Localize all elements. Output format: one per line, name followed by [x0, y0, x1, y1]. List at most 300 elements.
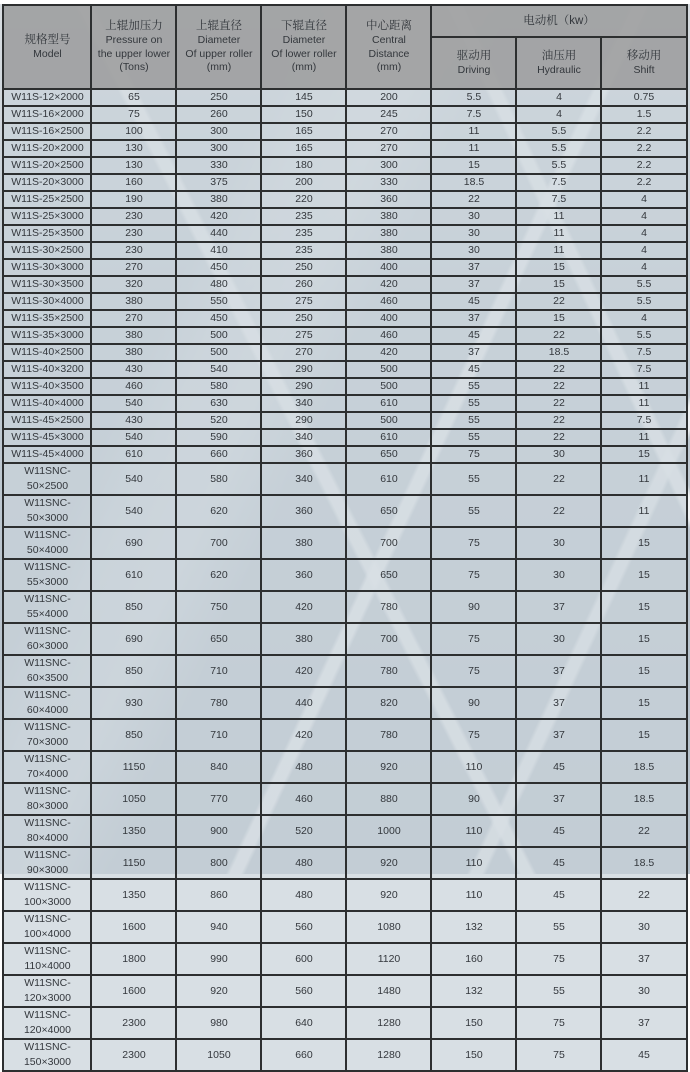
cell-lower-roller-mm: 290 [261, 412, 346, 429]
cell-upper-roller-mm: 480 [176, 276, 261, 293]
header-hydraulic-en: Hydraulic [537, 63, 581, 76]
header-pressure [91, 5, 176, 89]
cell-lower-roller-mm: 150 [261, 106, 346, 123]
cell-driving-kw: 37 [431, 259, 516, 276]
cell-model: W11S-30×4000 [3, 293, 91, 310]
cell-shift-kw: 0.75 [601, 89, 686, 106]
cell-model: W11S-35×2500 [3, 310, 91, 327]
cell-central-distance-mm: 245 [346, 106, 431, 123]
cell-shift-kw: 4 [601, 259, 686, 276]
cell-pressure-tons: 2300 [91, 1039, 176, 1071]
cell-driving-kw: 90 [431, 783, 516, 815]
cell-hydraulic-kw: 45 [516, 847, 601, 879]
cell-shift-kw: 4 [601, 242, 686, 259]
cell-upper-roller-mm: 260 [176, 106, 261, 123]
table-row [3, 429, 686, 446]
table-row [3, 327, 686, 344]
cell-shift-kw: 22 [601, 815, 686, 847]
cell-hydraulic-kw: 37 [516, 783, 601, 815]
cell-upper-roller-mm: 980 [176, 1007, 261, 1039]
cell-shift-kw: 5.5 [601, 293, 686, 310]
cell-hydraulic-kw: 55 [516, 975, 601, 1007]
cell-model: W11SNC-50×2500 [3, 463, 91, 495]
cell-pressure-tons: 1350 [91, 879, 176, 911]
cell-lower-roller-mm: 340 [261, 429, 346, 446]
table-row [3, 623, 686, 655]
header-upper-roller-en1: Diameter [197, 34, 241, 47]
cell-model: W11S-35×3000 [3, 327, 91, 344]
cell-upper-roller-mm: 800 [176, 847, 261, 879]
cell-shift-kw: 5.5 [601, 276, 686, 293]
cell-model: W11S-40×4000 [3, 395, 91, 412]
cell-shift-kw: 37 [601, 1007, 686, 1039]
cell-pressure-tons: 2300 [91, 1007, 176, 1039]
cell-upper-roller-mm: 500 [176, 327, 261, 344]
table-row [3, 1039, 686, 1071]
cell-driving-kw: 150 [431, 1007, 516, 1039]
cell-pressure-tons: 160 [91, 174, 176, 191]
cell-upper-roller-mm: 540 [176, 361, 261, 378]
cell-pressure-tons: 1050 [91, 783, 176, 815]
brochure-page-background [0, 4, 690, 1068]
cell-shift-kw: 4 [601, 208, 686, 225]
cell-driving-kw: 37 [431, 344, 516, 361]
cell-model: W11SNC-50×3000 [3, 495, 91, 527]
cell-shift-kw: 11 [601, 395, 686, 412]
cell-driving-kw: 110 [431, 847, 516, 879]
cell-driving-kw: 30 [431, 242, 516, 259]
header-shift-zh: 移动用 [626, 49, 662, 62]
cell-lower-roller-mm: 250 [261, 310, 346, 327]
cell-hydraulic-kw: 30 [516, 559, 601, 591]
cell-driving-kw: 55 [431, 378, 516, 395]
cell-central-distance-mm: 820 [346, 687, 431, 719]
cell-central-distance-mm: 1280 [346, 1007, 431, 1039]
cell-shift-kw: 1.5 [601, 106, 686, 123]
header-hydraulic-zh: 油压用 [541, 49, 577, 62]
cell-driving-kw: 45 [431, 327, 516, 344]
header-lower-roller-en2: Of lower roller [271, 47, 337, 60]
cell-pressure-tons: 690 [91, 623, 176, 655]
cell-lower-roller-mm: 640 [261, 1007, 346, 1039]
cell-pressure-tons: 460 [91, 378, 176, 395]
cell-lower-roller-mm: 380 [261, 623, 346, 655]
cell-lower-roller-mm: 600 [261, 943, 346, 975]
cell-model: W11SNC-50×4000 [3, 527, 91, 559]
cell-central-distance-mm: 650 [346, 495, 431, 527]
cell-central-distance-mm: 610 [346, 429, 431, 446]
cell-hydraulic-kw: 30 [516, 623, 601, 655]
table-row [3, 527, 686, 559]
cell-central-distance-mm: 380 [346, 225, 431, 242]
cell-pressure-tons: 230 [91, 225, 176, 242]
cell-pressure-tons: 1600 [91, 911, 176, 943]
table-row [3, 106, 686, 123]
cell-hydraulic-kw: 75 [516, 1039, 601, 1071]
cell-shift-kw: 15 [601, 687, 686, 719]
header-central-unit: (mm) [376, 61, 402, 74]
cell-hydraulic-kw: 45 [516, 879, 601, 911]
table-row [3, 276, 686, 293]
cell-shift-kw: 30 [601, 911, 686, 943]
cell-central-distance-mm: 380 [346, 242, 431, 259]
cell-pressure-tons: 230 [91, 242, 176, 259]
cell-model: W11SNC-120×4000 [3, 1007, 91, 1039]
cell-upper-roller-mm: 750 [176, 591, 261, 623]
cell-model: W11SNC-60×3000 [3, 623, 91, 655]
cell-model: W11S-45×3000 [3, 429, 91, 446]
cell-model: W11SNC-100×4000 [3, 911, 91, 943]
cell-model: W11S-30×3000 [3, 259, 91, 276]
cell-upper-roller-mm: 450 [176, 259, 261, 276]
header-upper-roller-en2: Of upper roller [185, 47, 253, 60]
table-row [3, 89, 686, 106]
cell-driving-kw: 75 [431, 623, 516, 655]
cell-hydraulic-kw: 55 [516, 911, 601, 943]
cell-model: W11SNC-120×3000 [3, 975, 91, 1007]
cell-central-distance-mm: 920 [346, 879, 431, 911]
cell-model: W11SNC-55×3000 [3, 559, 91, 591]
header-upper-roller-unit: (mm) [206, 61, 232, 74]
cell-central-distance-mm: 360 [346, 191, 431, 208]
cell-upper-roller-mm: 410 [176, 242, 261, 259]
cell-upper-roller-mm: 660 [176, 446, 261, 463]
cell-shift-kw: 11 [601, 378, 686, 395]
cell-driving-kw: 132 [431, 911, 516, 943]
cell-shift-kw: 4 [601, 225, 686, 242]
cell-pressure-tons: 1600 [91, 975, 176, 1007]
cell-lower-roller-mm: 165 [261, 123, 346, 140]
cell-upper-roller-mm: 900 [176, 815, 261, 847]
cell-pressure-tons: 230 [91, 208, 176, 225]
header-driving [431, 37, 516, 89]
cell-model: W11SNC-100×3000 [3, 879, 91, 911]
cell-central-distance-mm: 500 [346, 412, 431, 429]
cell-lower-roller-mm: 200 [261, 174, 346, 191]
cell-upper-roller-mm: 1050 [176, 1039, 261, 1071]
cell-model: W11S-25×3000 [3, 208, 91, 225]
cell-upper-roller-mm: 300 [176, 140, 261, 157]
cell-upper-roller-mm: 940 [176, 911, 261, 943]
cell-model: W11S-16×2000 [3, 106, 91, 123]
cell-central-distance-mm: 650 [346, 559, 431, 591]
cell-upper-roller-mm: 375 [176, 174, 261, 191]
cell-model: W11S-12×2000 [3, 89, 91, 106]
table-row [3, 847, 686, 879]
cell-central-distance-mm: 610 [346, 395, 431, 412]
cell-shift-kw: 2.2 [601, 174, 686, 191]
cell-pressure-tons: 190 [91, 191, 176, 208]
cell-pressure-tons: 430 [91, 412, 176, 429]
cell-driving-kw: 11 [431, 140, 516, 157]
cell-hydraulic-kw: 11 [516, 208, 601, 225]
cell-upper-roller-mm: 780 [176, 687, 261, 719]
cell-hydraulic-kw: 5.5 [516, 123, 601, 140]
cell-central-distance-mm: 500 [346, 361, 431, 378]
cell-pressure-tons: 1150 [91, 751, 176, 783]
cell-model: W11S-20×3000 [3, 174, 91, 191]
cell-lower-roller-mm: 275 [261, 327, 346, 344]
cell-central-distance-mm: 460 [346, 327, 431, 344]
cell-lower-roller-mm: 235 [261, 208, 346, 225]
cell-central-distance-mm: 920 [346, 751, 431, 783]
cell-upper-roller-mm: 330 [176, 157, 261, 174]
cell-lower-roller-mm: 290 [261, 361, 346, 378]
cell-lower-roller-mm: 480 [261, 751, 346, 783]
header-shift-en: Shift [633, 63, 655, 76]
cell-central-distance-mm: 1080 [346, 911, 431, 943]
cell-model: W11SNC-55×4000 [3, 591, 91, 623]
cell-shift-kw: 15 [601, 655, 686, 687]
cell-upper-roller-mm: 550 [176, 293, 261, 310]
cell-model: W11SNC-80×3000 [3, 783, 91, 815]
cell-pressure-tons: 610 [91, 559, 176, 591]
cell-driving-kw: 15 [431, 157, 516, 174]
cell-shift-kw: 11 [601, 463, 686, 495]
cell-hydraulic-kw: 15 [516, 259, 601, 276]
cell-central-distance-mm: 300 [346, 157, 431, 174]
cell-upper-roller-mm: 710 [176, 655, 261, 687]
cell-shift-kw: 15 [601, 527, 686, 559]
header-model [3, 5, 91, 89]
cell-driving-kw: 7.5 [431, 106, 516, 123]
cell-central-distance-mm: 270 [346, 140, 431, 157]
cell-upper-roller-mm: 450 [176, 310, 261, 327]
cell-hydraulic-kw: 22 [516, 495, 601, 527]
cell-model: W11S-40×2500 [3, 344, 91, 361]
cell-upper-roller-mm: 990 [176, 943, 261, 975]
cell-lower-roller-mm: 220 [261, 191, 346, 208]
cell-pressure-tons: 380 [91, 344, 176, 361]
header-upper-roller-zh: 上辊直径 [195, 20, 242, 33]
cell-upper-roller-mm: 630 [176, 395, 261, 412]
cell-driving-kw: 30 [431, 225, 516, 242]
cell-upper-roller-mm: 860 [176, 879, 261, 911]
cell-shift-kw: 22 [601, 879, 686, 911]
header-driving-en: Driving [457, 63, 491, 76]
cell-hydraulic-kw: 7.5 [516, 191, 601, 208]
cell-pressure-tons: 380 [91, 327, 176, 344]
table-row [3, 123, 686, 140]
table-row [3, 293, 686, 310]
cell-hydraulic-kw: 22 [516, 429, 601, 446]
cell-lower-roller-mm: 380 [261, 527, 346, 559]
header-pressure-en2: the upper lower [97, 47, 171, 60]
cell-pressure-tons: 65 [91, 89, 176, 106]
cell-lower-roller-mm: 340 [261, 395, 346, 412]
cell-lower-roller-mm: 180 [261, 157, 346, 174]
cell-central-distance-mm: 920 [346, 847, 431, 879]
cell-shift-kw: 18.5 [601, 751, 686, 783]
cell-driving-kw: 5.5 [431, 89, 516, 106]
cell-hydraulic-kw: 22 [516, 327, 601, 344]
cell-driving-kw: 11 [431, 123, 516, 140]
cell-lower-roller-mm: 660 [261, 1039, 346, 1071]
cell-lower-roller-mm: 260 [261, 276, 346, 293]
cell-driving-kw: 45 [431, 361, 516, 378]
cell-pressure-tons: 1800 [91, 943, 176, 975]
cell-shift-kw: 15 [601, 623, 686, 655]
cell-lower-roller-mm: 360 [261, 446, 346, 463]
cell-lower-roller-mm: 420 [261, 719, 346, 751]
cell-hydraulic-kw: 5.5 [516, 157, 601, 174]
cell-shift-kw: 4 [601, 310, 686, 327]
cell-pressure-tons: 850 [91, 719, 176, 751]
cell-model: W11S-25×3500 [3, 225, 91, 242]
cell-driving-kw: 90 [431, 687, 516, 719]
cell-pressure-tons: 130 [91, 140, 176, 157]
machine-spec-table [2, 4, 687, 1072]
cell-driving-kw: 18.5 [431, 174, 516, 191]
cell-driving-kw: 37 [431, 310, 516, 327]
table-row [3, 412, 686, 429]
cell-model: W11SNC-150×3000 [3, 1039, 91, 1071]
cell-central-distance-mm: 780 [346, 655, 431, 687]
table-row [3, 191, 686, 208]
cell-driving-kw: 75 [431, 446, 516, 463]
cell-central-distance-mm: 200 [346, 89, 431, 106]
cell-central-distance-mm: 420 [346, 344, 431, 361]
table-body [3, 89, 686, 1071]
table-row [3, 157, 686, 174]
cell-hydraulic-kw: 11 [516, 242, 601, 259]
cell-model: W11S-25×2500 [3, 191, 91, 208]
cell-driving-kw: 90 [431, 591, 516, 623]
cell-hydraulic-kw: 22 [516, 395, 601, 412]
header-lower-roller [261, 5, 346, 89]
cell-shift-kw: 2.2 [601, 140, 686, 157]
header-lower-roller-unit: (mm) [291, 61, 317, 74]
cell-central-distance-mm: 650 [346, 446, 431, 463]
cell-hydraulic-kw: 15 [516, 310, 601, 327]
cell-driving-kw: 22 [431, 191, 516, 208]
cell-shift-kw: 45 [601, 1039, 686, 1071]
cell-hydraulic-kw: 37 [516, 719, 601, 751]
cell-pressure-tons: 540 [91, 495, 176, 527]
cell-lower-roller-mm: 480 [261, 847, 346, 879]
cell-central-distance-mm: 500 [346, 378, 431, 395]
cell-hydraulic-kw: 15 [516, 276, 601, 293]
cell-lower-roller-mm: 360 [261, 495, 346, 527]
cell-central-distance-mm: 700 [346, 623, 431, 655]
cell-central-distance-mm: 1280 [346, 1039, 431, 1071]
header-central-distance [346, 5, 431, 89]
table-row [3, 751, 686, 783]
cell-lower-roller-mm: 270 [261, 344, 346, 361]
cell-pressure-tons: 540 [91, 429, 176, 446]
cell-upper-roller-mm: 840 [176, 751, 261, 783]
cell-lower-roller-mm: 275 [261, 293, 346, 310]
cell-central-distance-mm: 780 [346, 591, 431, 623]
cell-model: W11S-20×2000 [3, 140, 91, 157]
cell-model: W11SNC-60×4000 [3, 687, 91, 719]
cell-shift-kw: 4 [601, 191, 686, 208]
cell-upper-roller-mm: 700 [176, 527, 261, 559]
cell-model: W11S-40×3500 [3, 378, 91, 395]
cell-hydraulic-kw: 11 [516, 225, 601, 242]
cell-driving-kw: 75 [431, 719, 516, 751]
header-upper-roller [176, 5, 261, 89]
cell-pressure-tons: 270 [91, 310, 176, 327]
cell-driving-kw: 132 [431, 975, 516, 1007]
cell-central-distance-mm: 880 [346, 783, 431, 815]
cell-model: W11S-40×3200 [3, 361, 91, 378]
table-row [3, 815, 686, 847]
cell-pressure-tons: 430 [91, 361, 176, 378]
cell-central-distance-mm: 270 [346, 123, 431, 140]
cell-shift-kw: 30 [601, 975, 686, 1007]
cell-pressure-tons: 850 [91, 591, 176, 623]
table-row [3, 1007, 686, 1039]
cell-shift-kw: 2.2 [601, 157, 686, 174]
cell-upper-roller-mm: 620 [176, 559, 261, 591]
header-model-zh: 规格型号 [24, 33, 71, 46]
cell-pressure-tons: 930 [91, 687, 176, 719]
cell-shift-kw: 2.2 [601, 123, 686, 140]
cell-driving-kw: 75 [431, 655, 516, 687]
cell-model: W11SNC-110×4000 [3, 943, 91, 975]
cell-driving-kw: 37 [431, 276, 516, 293]
cell-lower-roller-mm: 145 [261, 89, 346, 106]
cell-driving-kw: 75 [431, 559, 516, 591]
table-row [3, 378, 686, 395]
header-pressure-zh: 上辊加压力 [105, 20, 163, 33]
cell-shift-kw: 15 [601, 559, 686, 591]
cell-pressure-tons: 610 [91, 446, 176, 463]
cell-central-distance-mm: 380 [346, 208, 431, 225]
table-row [3, 719, 686, 751]
cell-upper-roller-mm: 500 [176, 344, 261, 361]
cell-pressure-tons: 380 [91, 293, 176, 310]
cell-upper-roller-mm: 620 [176, 495, 261, 527]
cell-driving-kw: 75 [431, 527, 516, 559]
cell-hydraulic-kw: 7.5 [516, 174, 601, 191]
cell-hydraulic-kw: 37 [516, 655, 601, 687]
cell-central-distance-mm: 460 [346, 293, 431, 310]
cell-central-distance-mm: 780 [346, 719, 431, 751]
cell-hydraulic-kw: 37 [516, 687, 601, 719]
cell-central-distance-mm: 400 [346, 310, 431, 327]
cell-pressure-tons: 320 [91, 276, 176, 293]
cell-shift-kw: 18.5 [601, 783, 686, 815]
cell-pressure-tons: 1350 [91, 815, 176, 847]
cell-driving-kw: 55 [431, 412, 516, 429]
cell-lower-roller-mm: 520 [261, 815, 346, 847]
table-row [3, 174, 686, 191]
cell-driving-kw: 55 [431, 495, 516, 527]
cell-pressure-tons: 690 [91, 527, 176, 559]
cell-driving-kw: 55 [431, 429, 516, 446]
cell-central-distance-mm: 700 [346, 527, 431, 559]
header-hydraulic [516, 37, 601, 89]
cell-central-distance-mm: 1480 [346, 975, 431, 1007]
cell-hydraulic-kw: 30 [516, 527, 601, 559]
cell-driving-kw: 55 [431, 463, 516, 495]
cell-driving-kw: 160 [431, 943, 516, 975]
table-row [3, 208, 686, 225]
table-row [3, 463, 686, 495]
table-row [3, 395, 686, 412]
cell-hydraulic-kw: 45 [516, 751, 601, 783]
cell-hydraulic-kw: 18.5 [516, 344, 601, 361]
cell-model: W11SNC-90×3000 [3, 847, 91, 879]
table-row [3, 259, 686, 276]
cell-lower-roller-mm: 250 [261, 259, 346, 276]
cell-shift-kw: 15 [601, 719, 686, 751]
header-motor-group-label: 电动机（kw） [523, 14, 595, 27]
cell-pressure-tons: 270 [91, 259, 176, 276]
cell-upper-roller-mm: 420 [176, 208, 261, 225]
